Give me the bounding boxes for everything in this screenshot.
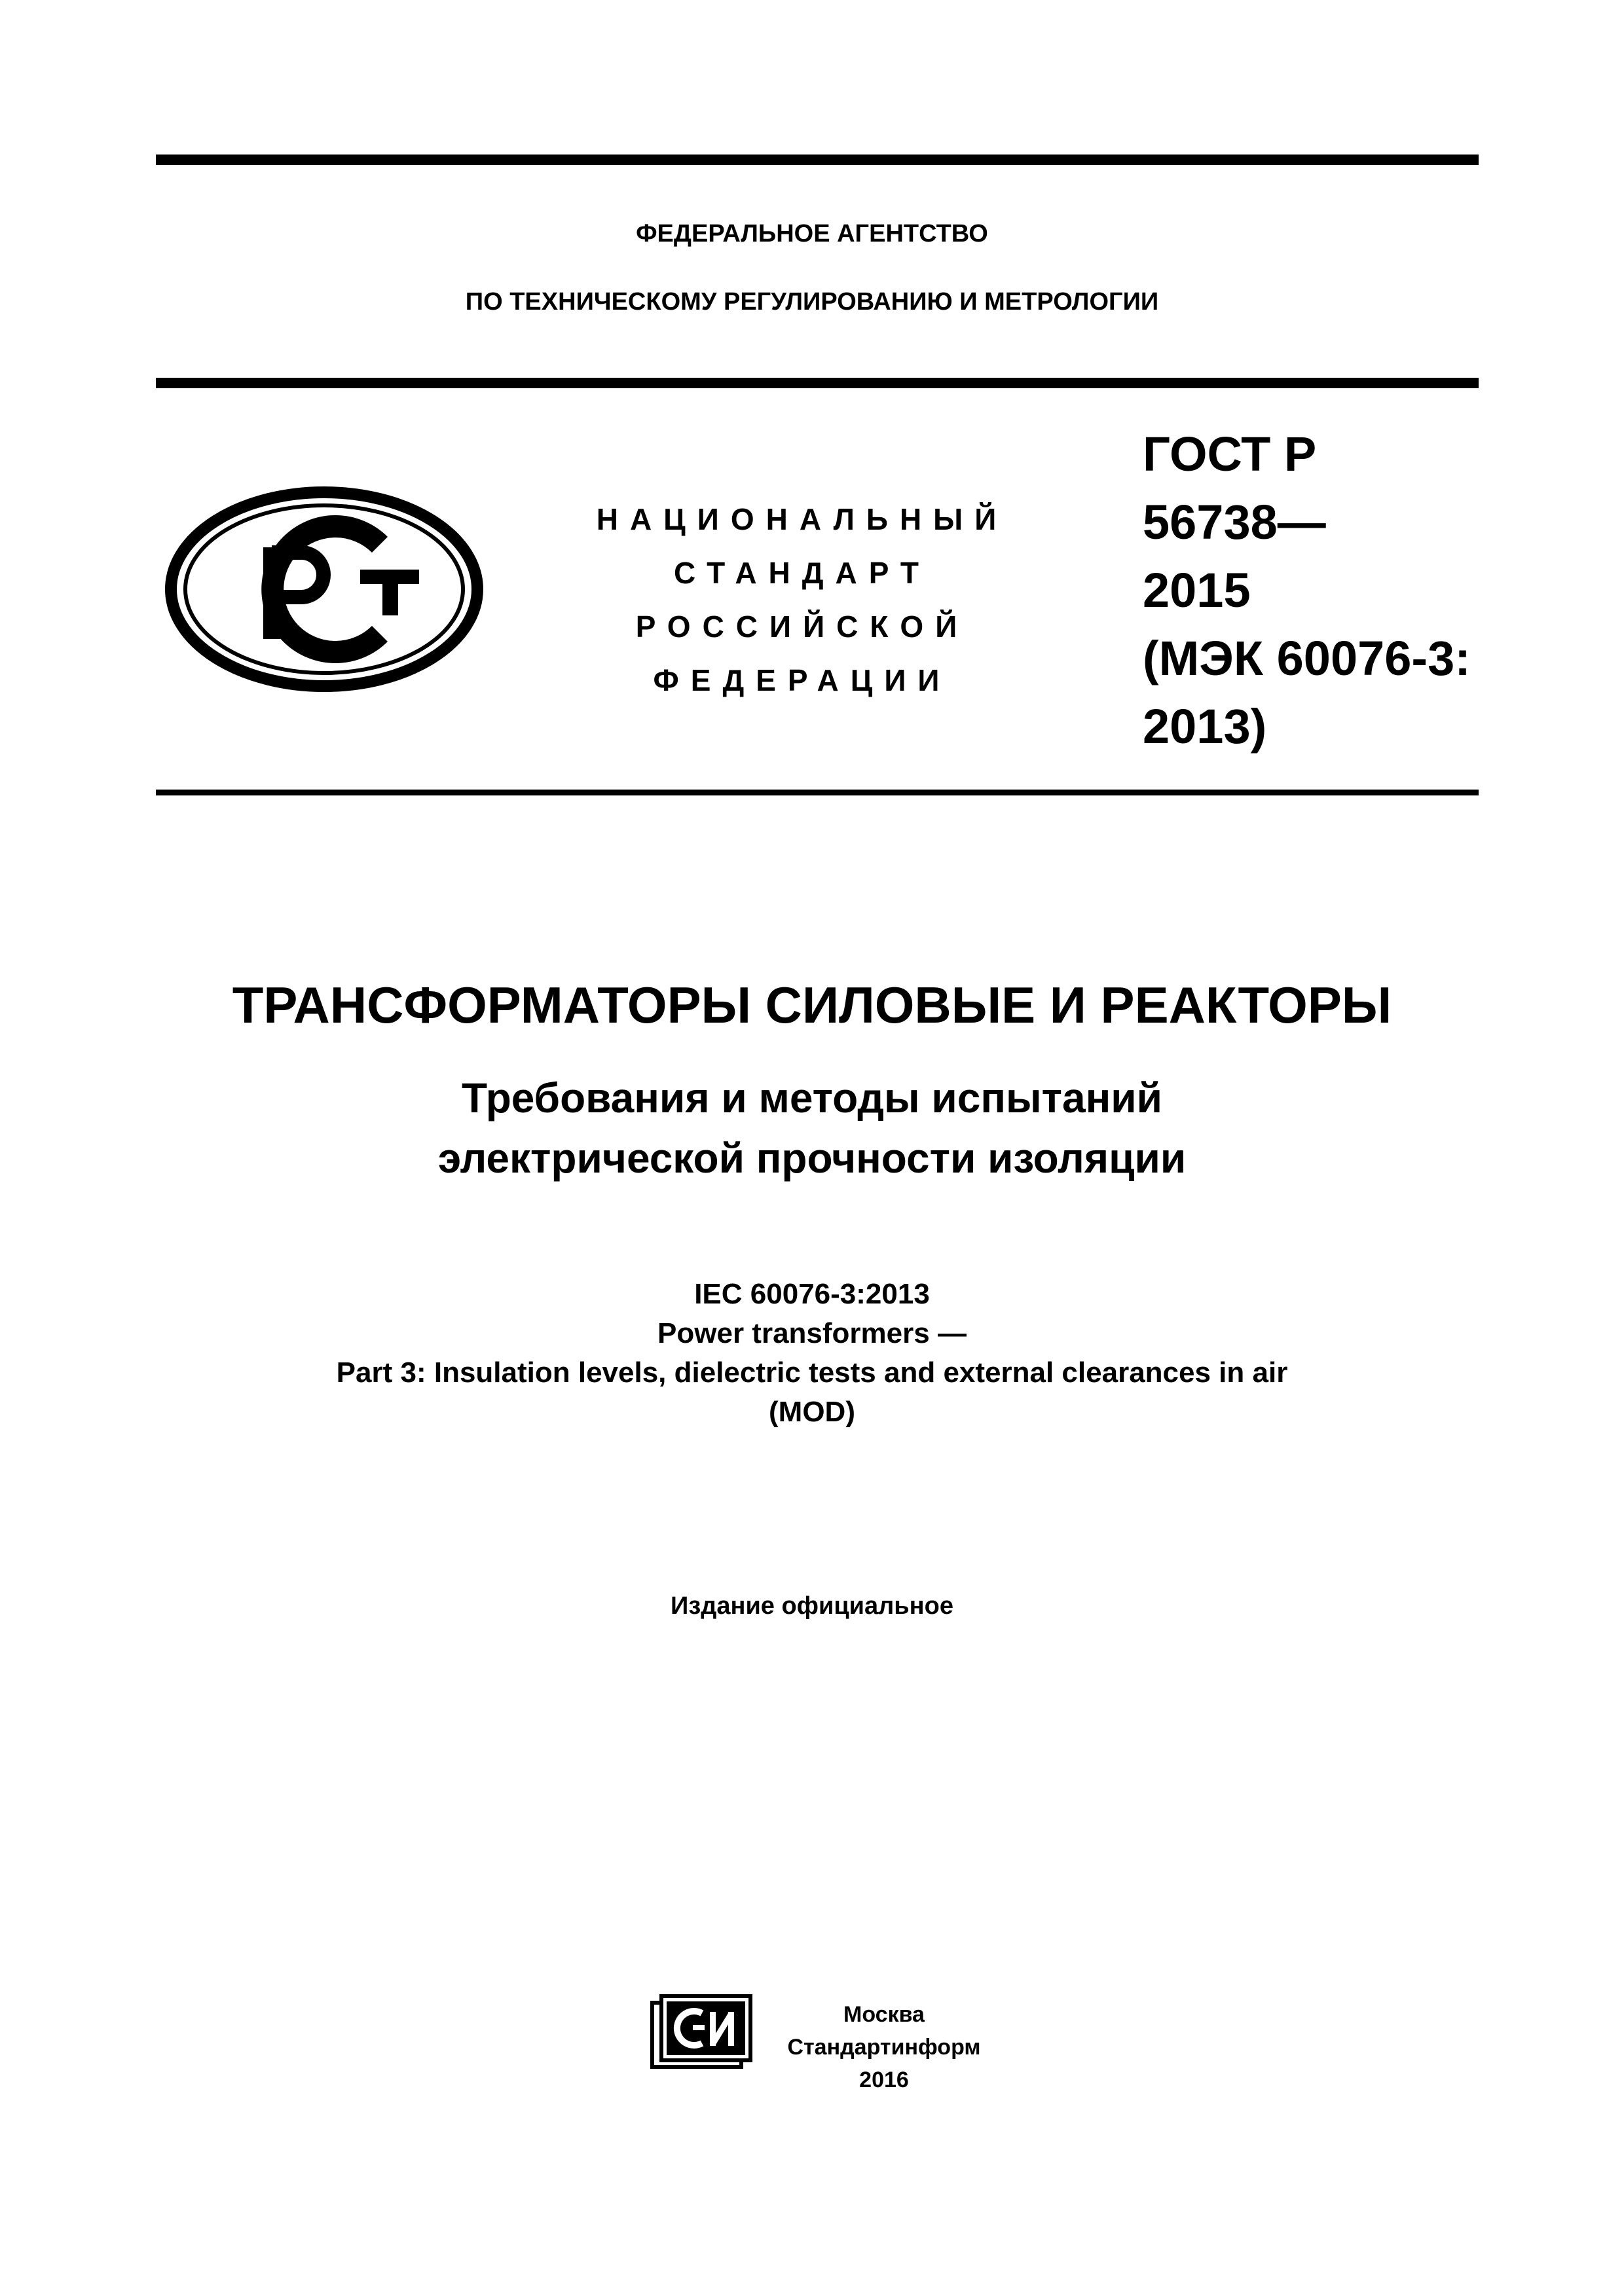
standard-designation <box>1143 420 1471 761</box>
document-title: ТРАНСФОРМАТОРЫ СИЛОВЫЕ И РЕАКТОРЫ <box>232 976 1392 1034</box>
national-standard-line-1: НАЦИОНАЛЬНЫЙ <box>596 502 1008 536</box>
edition-label: Издание официальное <box>671 1592 953 1620</box>
national-standard-line-3: РОССИЙСКОЙ <box>635 610 969 644</box>
designation-line-5: 2013) <box>1143 699 1267 754</box>
iec-reference-line-3: Part 3: Insulation levels, dielectric tests and external clearances in air <box>336 1357 1288 1389</box>
national-standard-label <box>589 492 1015 707</box>
agency-name-line-1: ФЕДЕРАЛЬНОЕ АГЕНТСТВО <box>636 220 988 247</box>
standartinform-logo-icon <box>650 1994 753 2069</box>
rst-conformity-mark-icon <box>164 484 485 694</box>
document-subtitle-line-2: электрической прочности изоляции <box>437 1135 1187 1182</box>
publisher-name: Стандартинформ <box>787 2035 981 2060</box>
designation-rule <box>156 790 1479 795</box>
top-rule <box>156 155 1479 165</box>
designation-line-1: ГОСТ Р <box>1143 427 1317 481</box>
national-standard-line-2: СТАНДАРТ <box>674 556 931 590</box>
publication-year: 2016 <box>859 2068 909 2092</box>
national-standard-line-4: ФЕДЕРАЦИИ <box>653 663 951 697</box>
publisher-city: Москва <box>843 2002 925 2027</box>
iec-reference-line-2: Power transformers — <box>657 1317 967 1349</box>
designation-line-4: (МЭК 60076-3: <box>1143 631 1471 685</box>
publisher-block <box>773 1998 995 2096</box>
agency-name-line-2: ПО ТЕХНИЧЕСКОМУ РЕГУЛИРОВАНИЮ И МЕТРОЛОГИИ <box>465 288 1159 316</box>
header-rule <box>156 378 1479 388</box>
iec-reference-line-4: (MOD) <box>769 1396 855 1428</box>
designation-line-3: 2015 <box>1143 563 1251 617</box>
iec-reference-line-1: IEC 60076-3:2013 <box>694 1278 930 1310</box>
designation-line-2: 56738— <box>1143 495 1326 549</box>
document-subtitle-line-1: Требования и методы испытаний <box>462 1074 1162 1121</box>
